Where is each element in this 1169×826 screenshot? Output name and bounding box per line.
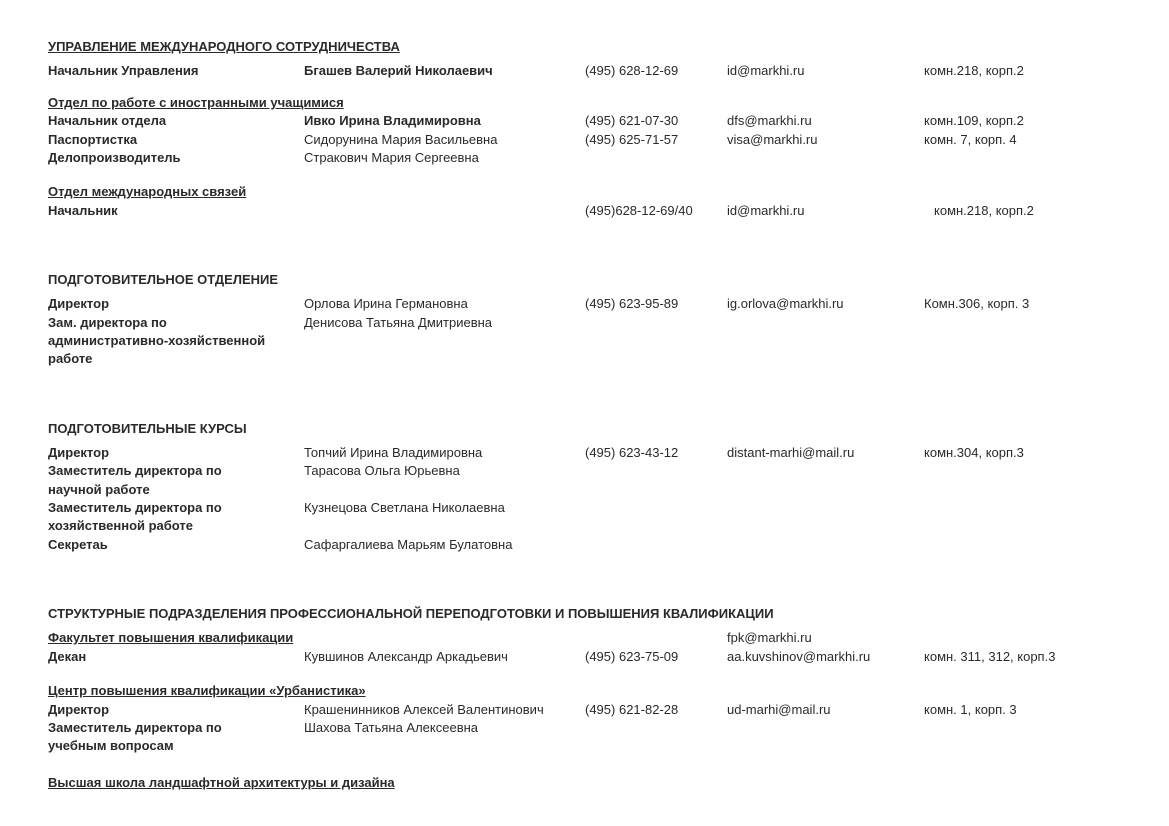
person-name: Денисова Татьяна Дмитриевна bbox=[304, 315, 493, 330]
position-label: административно-хозяйственной bbox=[48, 333, 266, 348]
phone-number: (495) 628-12-69 bbox=[585, 63, 679, 78]
subsection-heading: Центр повышения квалификации «Урбанистика» bbox=[48, 683, 366, 698]
person-name: Тарасова Ольга Юрьевна bbox=[304, 463, 460, 478]
person-name: Крашенинников Алексей Валентинович bbox=[304, 702, 544, 717]
section-heading: СТРУКТУРНЫЕ ПОДРАЗДЕЛЕНИЯ ПРОФЕССИОНАЛЬНОЙ ПЕРЕПОДГОТОВКИ И ПОВЫШЕНИЯ КВАЛИФИКАЦИИ bbox=[48, 606, 774, 621]
person-name: Орлова Ирина Германовна bbox=[304, 296, 468, 311]
section-heading: ПОДГОТОВИТЕЛЬНЫЕ КУРСЫ bbox=[48, 421, 247, 436]
room-location: комн.304, корп.3 bbox=[924, 445, 1024, 460]
subsection-heading: Отдел международных связей bbox=[48, 184, 247, 199]
room-location: комн. 7, корп. 4 bbox=[924, 132, 1017, 147]
position-label: работе bbox=[48, 351, 93, 366]
room-location: комн. 311, 312, корп.3 bbox=[924, 649, 1056, 664]
person-name: Кувшинов Александр Аркадьевич bbox=[304, 649, 508, 664]
position-label: Заместитель директора по bbox=[48, 463, 222, 478]
person-name: Ивко Ирина Владимировна bbox=[304, 113, 481, 128]
position-label: Начальник Управления bbox=[48, 63, 199, 78]
room-location: комн. 1, корп. 3 bbox=[924, 702, 1017, 717]
section-heading: УПРАВЛЕНИЕ МЕЖДУНАРОДНОГО СОТРУДНИЧЕСТВА bbox=[48, 39, 400, 54]
phone-number: (495) 623-75-09 bbox=[585, 649, 679, 664]
position-label: Директор bbox=[48, 296, 110, 311]
phone-number: (495) 623-95-89 bbox=[585, 296, 679, 311]
email-address: distant-marhi@mail.ru bbox=[727, 445, 855, 460]
subsection-heading: Отдел по работе с иностранными учащимися bbox=[48, 95, 344, 110]
email-address: visa@markhi.ru bbox=[727, 132, 818, 147]
position-label: Заместитель директора по bbox=[48, 720, 222, 735]
room-location: комн.218, корп.2 bbox=[924, 63, 1024, 78]
person-name: Сафаргалиева Марьям Булатовна bbox=[304, 537, 513, 552]
position-label: Директор bbox=[48, 445, 110, 460]
person-name: Шахова Татьяна Алексеевна bbox=[304, 720, 479, 735]
position-label: научной работе bbox=[48, 482, 150, 497]
email-address: id@markhi.ru bbox=[727, 203, 805, 218]
email-address: id@markhi.ru bbox=[727, 63, 805, 78]
position-label: Начальник bbox=[48, 203, 118, 218]
section-heading: ПОДГОТОВИТЕЛЬНОЕ ОТДЕЛЕНИЕ bbox=[48, 272, 279, 287]
subsection-heading: Высшая школа ландшафтной архитектуры и дизайна bbox=[48, 775, 395, 790]
position-label: учебным вопросам bbox=[48, 738, 174, 753]
position-label: Заместитель директора по bbox=[48, 500, 222, 515]
person-name: Сидорунина Мария Васильевна bbox=[304, 132, 498, 147]
position-label: Паспортистка bbox=[48, 132, 138, 147]
email-address: ud-marhi@mail.ru bbox=[727, 702, 831, 717]
position-label: Директор bbox=[48, 702, 110, 717]
phone-number: (495) 625-71-57 bbox=[585, 132, 679, 147]
person-name: Бгашев Валерий Николаевич bbox=[304, 63, 493, 78]
phone-number: (495) 623-43-12 bbox=[585, 445, 679, 460]
room-location: Комн.306, корп. 3 bbox=[924, 296, 1030, 311]
position-label: хозяйственной работе bbox=[48, 518, 194, 533]
email-address: dfs@markhi.ru bbox=[727, 113, 812, 128]
position-label: Делопроизводитель bbox=[48, 150, 181, 165]
person-name: Топчий Ирина Владимировна bbox=[304, 445, 483, 460]
position-label: Секретаь bbox=[48, 537, 108, 552]
position-label: Декан bbox=[48, 649, 87, 664]
position-label: Зам. директора по bbox=[48, 315, 167, 330]
email-address: fpk@markhi.ru bbox=[727, 630, 812, 645]
person-name: Стракович Мария Сергеевна bbox=[304, 150, 479, 165]
person-name: Кузнецова Светлана Николаевна bbox=[304, 500, 505, 515]
room-location: комн.218, корп.2 bbox=[934, 203, 1034, 218]
phone-number: (495) 621-82-28 bbox=[585, 702, 679, 717]
email-address: aa.kuvshinov@markhi.ru bbox=[727, 649, 871, 664]
email-address: ig.orlova@markhi.ru bbox=[727, 296, 844, 311]
phone-number: (495)628-12-69/40 bbox=[585, 203, 693, 218]
subsection-heading: Факультет повышения квалификации bbox=[48, 630, 294, 645]
room-location: комн.109, корп.2 bbox=[924, 113, 1024, 128]
phone-number: (495) 621-07-30 bbox=[585, 113, 679, 128]
position-label: Начальник отдела bbox=[48, 113, 167, 128]
